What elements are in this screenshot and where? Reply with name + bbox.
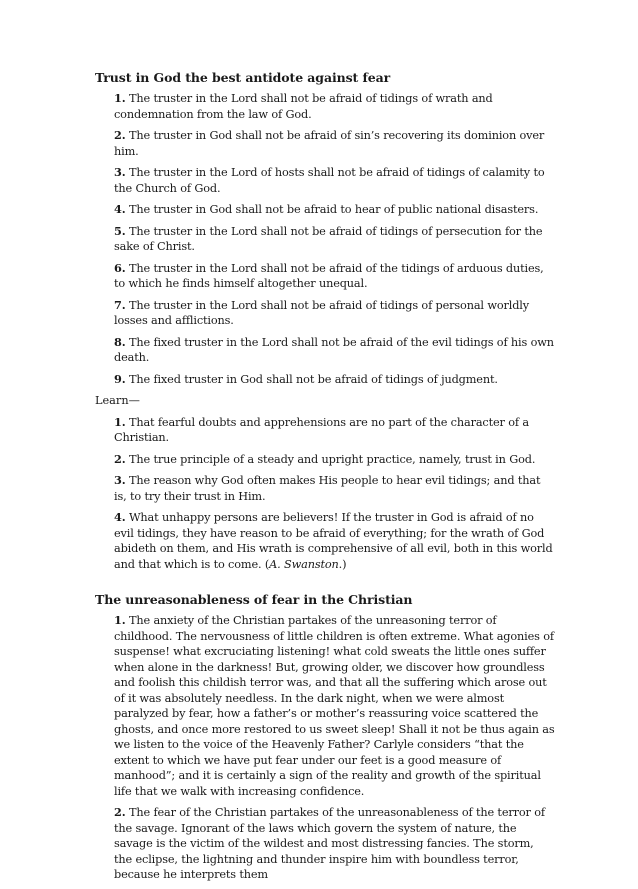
list-item — [114, 613, 555, 799]
item-text: The truster in the Lord shall not be afraid of tidings of wrath and condemnation from the law of God. — [114, 92, 493, 121]
list-item — [114, 372, 555, 388]
list-item — [114, 91, 555, 122]
citation-tail: .) — [338, 557, 347, 571]
item-number: 5. — [114, 223, 126, 238]
item-number: 4. — [114, 510, 126, 524]
item-number: 2. — [114, 451, 126, 466]
item-text: The fixed truster in God shall not be afraid of tidings of judgment. — [128, 372, 498, 386]
item-number: 1. — [114, 414, 126, 429]
list-item — [114, 335, 555, 366]
item-text: The anxiety of the Christian partakes of the unreasoning terror of childhood. The nervousness of little children is often extreme. What agonies of suspense! what excruciating listening! what cold sweats the little ones suffer when alone in the darkness! But, growing older, we discover how groundless and foolish this childish terror was, and that all the suffering which arose out of it was absolutely needless. In the dark night, when we were almost paralyzed by fear, how a father’s or mother’s reassuring voice scattered the ghosts, and once more restored to us sweet sleep! Shall it not be thus again as we listen to the voice of the Heavenly Father? Carlyle considers “that the extent to which we have put fear under our feet is a good measure of manhood”; and it is certainly a sign of the reality and growth of the spiritual life that we walk with increasing confidence. — [114, 614, 555, 798]
list-item — [114, 473, 555, 504]
item-number: 9. — [114, 371, 126, 386]
item-text: The truster in the Lord shall not be afraid of tidings of persecution for the sake of Christ. — [114, 224, 543, 253]
item-text: The truster in the Lord shall not be afraid of tidings of personal worldly losses and afflictions. — [114, 298, 529, 327]
item-text: The reason why God often makes His people to hear evil tidings; and that is, to try their trust in Him. — [114, 474, 541, 503]
list-item — [114, 452, 555, 468]
item-number: 4. — [114, 202, 126, 216]
item-text: The fear of the Christian partakes of the unreasonableness of the terror of the savage. Ignorant of the laws which govern the system of nature, the savage is the victim of the wildest and most distressing fancies. The storm, the eclipse, the lightning and thunder inspire him with boundless terror, because he interprets them — [114, 806, 545, 881]
item-text: The truster in the Lord of hosts shall not be afraid of tidings of calamity to the Church of God. — [114, 166, 545, 195]
item-number: 7. — [114, 297, 126, 312]
item-text: The truster in God shall not be afraid to hear of public national disasters. — [128, 203, 539, 216]
learn-label: Learn— — [95, 394, 140, 407]
item-text: That fearful doubts and apprehensions are no part of the character of a Christian. — [114, 415, 529, 444]
list-item — [114, 165, 555, 196]
list-item — [114, 415, 555, 446]
document-page — [95, 70, 555, 889]
list-item — [114, 128, 555, 159]
item-text: The truster in God shall not be afraid of sin’s recovering its dominion over him. — [114, 129, 545, 158]
item-number: 2. — [114, 128, 126, 142]
item-number: 6. — [114, 260, 126, 275]
list-item — [114, 510, 555, 572]
list-item — [114, 805, 555, 883]
author-citation: A. Swanston — [269, 557, 339, 571]
section-heading-unreasonableness: The unreasonableness of fear in the Christian — [95, 592, 413, 607]
item-number: 2. — [114, 805, 126, 819]
item-number: 3. — [114, 165, 126, 179]
list-item — [114, 224, 555, 255]
list-item — [114, 261, 555, 292]
item-text: The truster in the Lord shall not be afraid of the tidings of arduous duties, to which he finds himself altogether unequal. — [114, 261, 544, 290]
unreasonableness-list — [95, 613, 555, 883]
section-heading-trust: Trust in God the best antidote against fear — [95, 70, 391, 85]
list-item — [114, 298, 555, 329]
learn-list — [95, 415, 555, 573]
item-number: 1. — [114, 613, 126, 627]
item-number: 1. — [114, 91, 126, 105]
item-text: What unhappy persons are believers! If the truster in God is afraid of no evil tidings, they have reason to be afraid of everything; for the wrath of God abideth on them, and His wrath is comprehensive of all evil, both in this world and that which is to come. ( — [114, 511, 553, 571]
item-text: The true principle of a steady and upright practice, namely, trust in God. — [128, 452, 536, 466]
item-number: 3. — [114, 473, 126, 487]
item-number: 8. — [114, 334, 126, 349]
item-text: The fixed truster in the Lord shall not be afraid of the evil tidings of his own death. — [114, 335, 554, 364]
list-item — [114, 202, 555, 218]
trust-list — [95, 91, 555, 387]
